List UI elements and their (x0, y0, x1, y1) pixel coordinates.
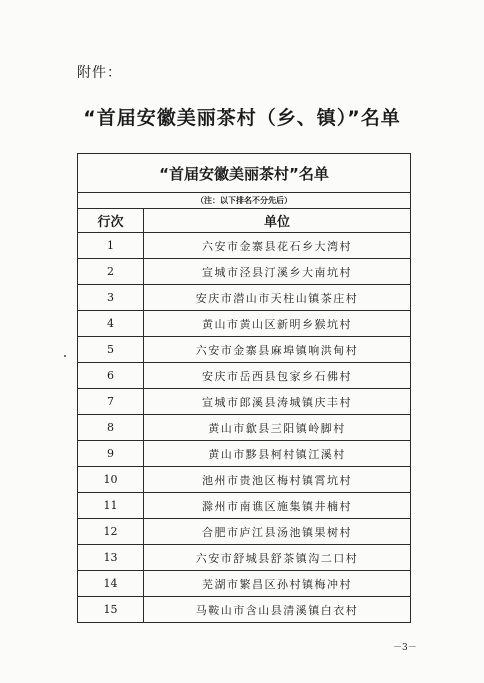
row-unit: 合肥市庐江县汤池镇果树村 (144, 519, 411, 545)
row-index: 14 (78, 571, 144, 597)
table-row (78, 519, 411, 545)
table-row (78, 493, 411, 519)
table-row (78, 545, 411, 571)
row-unit: 六安市金寨县麻埠镇响洪甸村 (144, 337, 411, 363)
row-index: 13 (78, 545, 144, 571)
row-unit: 安庆市潜山市天柱山镇茶庄村 (144, 285, 411, 311)
table-row (78, 285, 411, 311)
row-unit: 六安市金寨县花石乡大湾村 (144, 233, 411, 259)
row-index: 4 (78, 311, 144, 337)
row-index: 6 (78, 363, 144, 389)
row-index: 3 (78, 285, 144, 311)
page-number: －3－ (393, 643, 417, 653)
document-title: “首届安徽美丽茶村（乡、镇）”名单 (83, 107, 401, 129)
row-index: 15 (78, 597, 144, 623)
table-row (78, 389, 411, 415)
table-row (78, 441, 411, 467)
column-header-unit: 单位 (144, 209, 411, 233)
row-index: 8 (78, 415, 144, 441)
row-unit: 黄山市歙县三阳镇岭脚村 (144, 415, 411, 441)
table-row (78, 259, 411, 285)
row-index: 10 (78, 467, 144, 493)
row-unit: 六安市舒城县舒茶镇沟二口村 (144, 545, 411, 571)
table-note-row (78, 193, 411, 209)
row-unit: 滁州市南谯区施集镇井楠村 (144, 493, 411, 519)
row-unit: 黄山市黟县柯村镇江溪村 (144, 441, 411, 467)
table-row (78, 337, 411, 363)
row-unit: 安庆市岳西县包家乡石佛村 (144, 363, 411, 389)
table-header-row (78, 209, 411, 233)
table-row (78, 363, 411, 389)
attachment-label: 附件： (77, 65, 122, 81)
table-row (78, 415, 411, 441)
row-index: 7 (78, 389, 144, 415)
row-index: 2 (78, 259, 144, 285)
row-index: 11 (78, 493, 144, 519)
table-row (78, 597, 411, 623)
row-index: 5 (78, 337, 144, 363)
table-row (78, 467, 411, 493)
row-index: 12 (78, 519, 144, 545)
row-unit: 黄山市黄山区新明乡猴坑村 (144, 311, 411, 337)
scan-speck (64, 355, 66, 357)
row-unit: 宣城市郎溪县涛城镇庆丰村 (144, 389, 411, 415)
row-index: 1 (78, 233, 144, 259)
tea-village-list-table (77, 153, 411, 623)
table-caption: “首届安徽美丽茶村”名单 (78, 154, 411, 193)
table-caption-row (78, 154, 411, 193)
row-index: 9 (78, 441, 144, 467)
row-unit: 芜湖市繁昌区孙村镇梅冲村 (144, 571, 411, 597)
table-note: （注：以下排名不分先后） (78, 193, 411, 209)
row-unit: 马鞍山市含山县清溪镇白衣村 (144, 597, 411, 623)
row-unit: 池州市贵池区梅村镇霄坑村 (144, 467, 411, 493)
row-unit: 宣城市泾县汀溪乡大南坑村 (144, 259, 411, 285)
table-row (78, 311, 411, 337)
table-row (78, 571, 411, 597)
column-header-index: 行次 (78, 209, 144, 233)
table-row (78, 233, 411, 259)
